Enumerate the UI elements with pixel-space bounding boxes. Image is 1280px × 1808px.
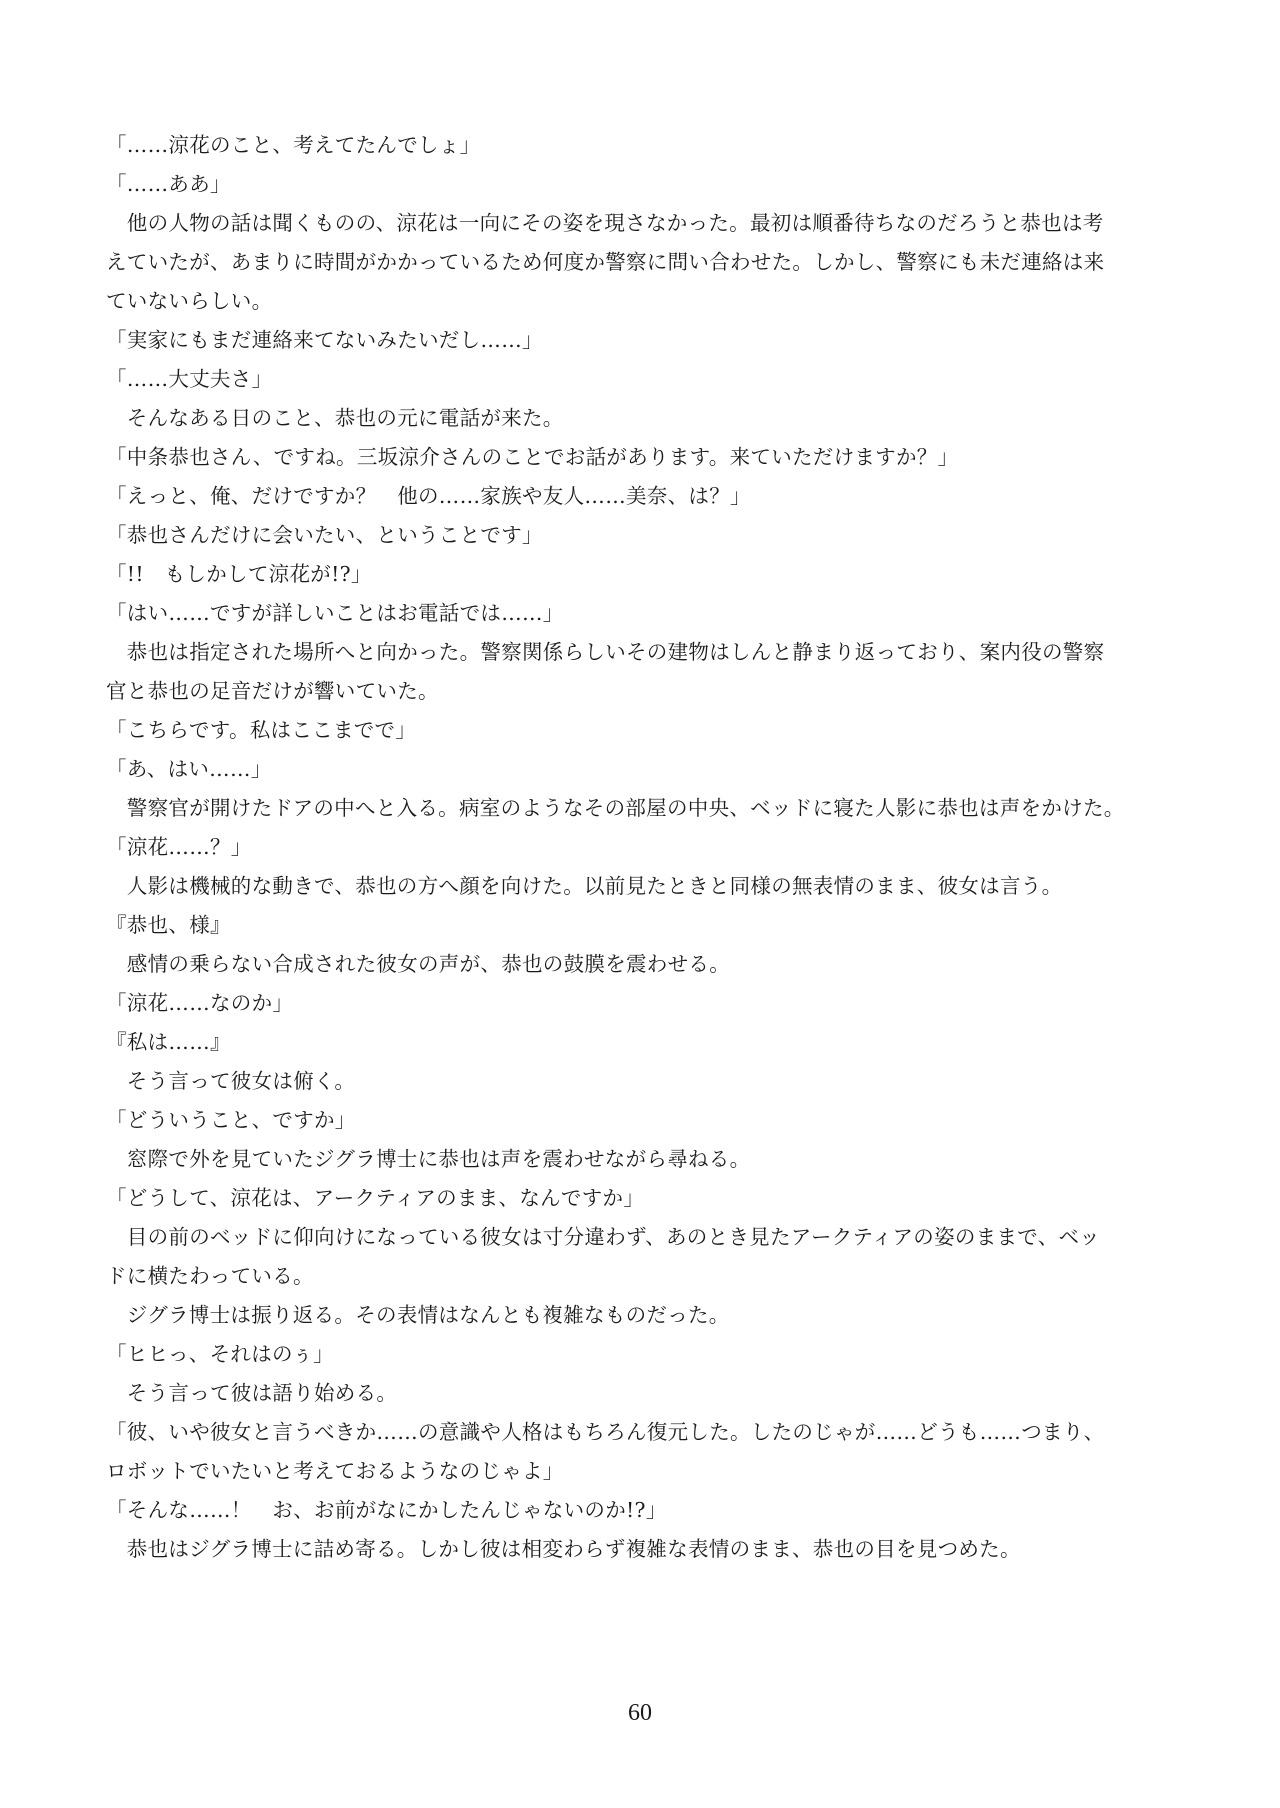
text-line: 「実家にもまだ連絡来てないみたいだし……」: [106, 328, 543, 352]
text-line: ジグラ博士は振り返る。その表情はなんとも複雑なものだった。: [106, 1303, 730, 1327]
text-line: そう言って彼女は俯く。: [106, 1069, 356, 1093]
text-line: 「……大丈夫さ」: [106, 367, 273, 391]
text-line: 「あ、はい……」: [106, 757, 272, 781]
text-line: ていないらしい。: [106, 289, 273, 313]
text-line: 恭也はジグラ博士に詰め寄る。しかし彼は相変わらず複雑な表情のまま、恭也の目を見つめた。: [106, 1537, 1021, 1561]
text-line: そんなある日のこと、恭也の元に電話が来た。: [106, 406, 564, 430]
text-line: 窓際で外を見ていたジグラ博士に恭也は声を震わせながら尋ねる。: [106, 1147, 751, 1171]
page-number: 60: [628, 1700, 652, 1726]
text-line: ドに横たわっている。: [106, 1264, 314, 1288]
text-line: 「そんな……！ お、お前がなにかしたんじゃないのか!?」: [106, 1498, 667, 1522]
text-line: 官と恭也の足音だけが響いていた。: [106, 679, 439, 703]
text-line: そう言って彼は語り始める。: [106, 1381, 398, 1405]
text-line: 警察官が開けたドアの中へと入る。病室のようなその部屋の中央、ベッドに寝た人影に恭也は声をかけた。: [106, 796, 1125, 820]
text-line: 『私は……』: [106, 1030, 231, 1054]
text-line: えていたが、あまりに時間がかかっているため何度か警察に問い合わせた。しかし、警察にも未だ連絡は来: [106, 250, 1105, 274]
text-line: 恭也は指定された場所へと向かった。警察関係らしいその建物はしんと静まり返っており、案内役の警察: [106, 640, 1105, 664]
text-line: 「どういうこと、ですか」: [106, 1108, 356, 1132]
text-line: 『恭也、様』: [106, 913, 231, 937]
text-line: 「!! もしかして涼花が!?」: [106, 562, 372, 586]
text-line: 目の前のベッドに仰向けになっている彼女は寸分違わず、あのとき見たアークティアの姿のままで、ベッ: [106, 1225, 1101, 1249]
text-line: 「恭也さんだけに会いたい、ということです」: [106, 523, 543, 547]
text-line: 「どうして、涼花は、アークティアのまま、なんですか」: [106, 1186, 645, 1210]
text-line: 「彼、いや彼女と言うべきか……の意識や人格はもちろん復元した。したのじゃが……どうも……つまり、: [106, 1420, 1105, 1444]
text-line: 「……ああ」: [106, 172, 231, 196]
text-line: 「……涼花のこと、考えてたんでしょ」: [106, 133, 481, 157]
text-line: 「はい……ですが詳しいことはお電話では……」: [106, 601, 564, 625]
text-line: 「涼花……？」: [106, 835, 252, 859]
text-line: 「こちらです。私はここまでで」: [106, 718, 417, 742]
text-line: 「えっと、俺、だけですか？ 他の……家族や友人……美奈、は？」: [106, 484, 751, 508]
text-line: 感情の乗らない合成された彼女の声が、恭也の鼓膜を震わせる。: [106, 952, 730, 976]
body-text: [106, 126, 1186, 1569]
text-line: 「涼花……なのか」: [106, 991, 294, 1015]
text-line: 他の人物の話は聞くものの、涼花は一向にその姿を現さなかった。最初は順番待ちなのだろうと恭也は考: [106, 211, 1104, 235]
text-line: 「中条恭也さん、ですね。三坂涼介さんのことでお話があります。来ていただけますか？」: [106, 445, 959, 469]
text-line: ロボットでいたいと考えておるようなのじゃよ」: [106, 1459, 564, 1483]
text-line: 人影は機械的な動きで、恭也の方へ顔を向けた。以前見たときと同様の無表情のまま、彼女は言う。: [106, 874, 1063, 898]
text-line: 「ヒヒっ、それはのぅ」: [106, 1342, 334, 1366]
